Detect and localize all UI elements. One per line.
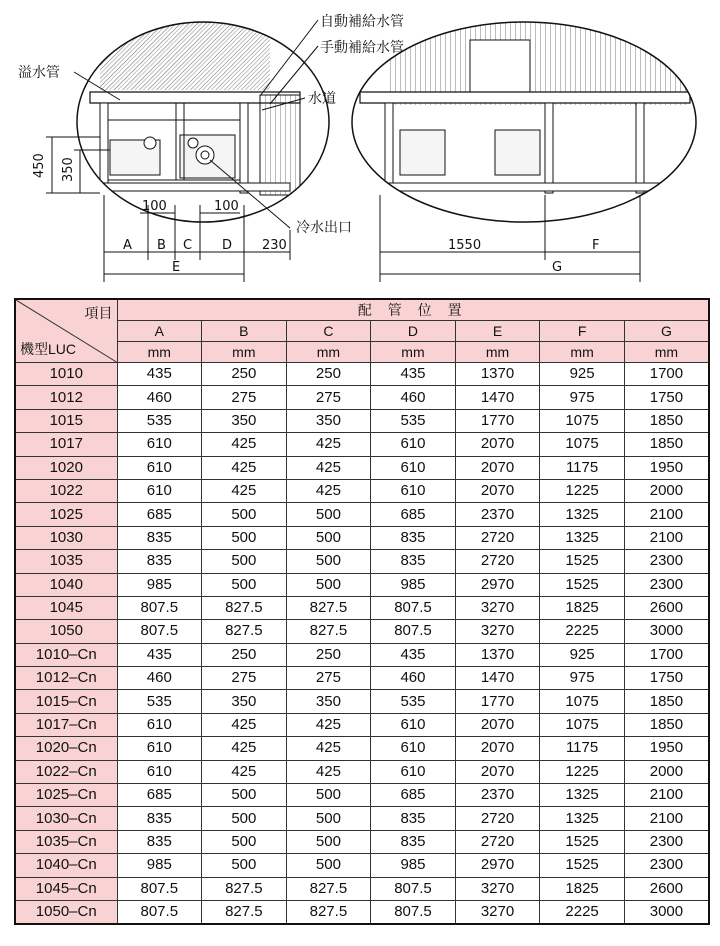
value-cell-F: 1075 [540, 690, 625, 713]
unit-cell: mm [286, 342, 371, 363]
left-detail-view [77, 20, 329, 222]
value-cell-G: 1850 [624, 409, 709, 432]
value-cell-D: 535 [371, 690, 456, 713]
value-cell-C: 827.5 [286, 620, 371, 643]
model-cell: 1050 [15, 620, 117, 643]
value-cell-F: 2225 [540, 900, 625, 924]
value-cell-D: 985 [371, 573, 456, 596]
table-row [15, 854, 709, 877]
value-cell-A: 535 [117, 409, 202, 432]
value-cell-E: 2070 [455, 433, 540, 456]
value-cell-C: 350 [286, 409, 371, 432]
value-cell-F: 975 [540, 386, 625, 409]
label-overflow: 溢水管 [18, 65, 60, 81]
value-cell-D: 835 [371, 550, 456, 573]
value-cell-C: 500 [286, 807, 371, 830]
unit-cell: mm [624, 342, 709, 363]
model-cell: 1017–Cn [15, 713, 117, 736]
value-cell-B: 500 [202, 503, 287, 526]
table-row [15, 830, 709, 853]
dim-100-right: 100 [214, 199, 239, 214]
value-cell-A: 610 [117, 737, 202, 760]
label-water-main: 水道 [308, 91, 336, 107]
value-cell-C: 827.5 [286, 596, 371, 619]
label-cold-outlet: 冷水出口 [296, 220, 352, 236]
value-cell-F: 1175 [540, 456, 625, 479]
table-row [15, 690, 709, 713]
table-row [15, 573, 709, 596]
value-cell-E: 2720 [455, 830, 540, 853]
model-cell: 1045–Cn [15, 877, 117, 900]
value-cell-E: 3270 [455, 596, 540, 619]
value-cell-A: 835 [117, 830, 202, 853]
letter-G: G [552, 260, 563, 275]
value-cell-F: 1075 [540, 433, 625, 456]
value-cell-F: 1225 [540, 479, 625, 502]
table-row [15, 760, 709, 783]
value-cell-E: 2720 [455, 526, 540, 549]
value-cell-C: 250 [286, 643, 371, 666]
value-cell-C: 500 [286, 503, 371, 526]
value-cell-G: 2100 [624, 784, 709, 807]
value-cell-A: 835 [117, 526, 202, 549]
value-cell-F: 925 [540, 363, 625, 386]
letter-C: C [183, 238, 193, 253]
model-cell: 1025–Cn [15, 784, 117, 807]
value-cell-G: 3000 [624, 900, 709, 924]
table-row [15, 550, 709, 573]
table-row [15, 620, 709, 643]
model-cell: 1010–Cn [15, 643, 117, 666]
value-cell-B: 827.5 [202, 620, 287, 643]
column-header-G: G [624, 321, 709, 342]
value-cell-D: 807.5 [371, 900, 456, 924]
value-cell-G: 1950 [624, 737, 709, 760]
table-corner-cell [15, 299, 117, 363]
value-cell-B: 500 [202, 550, 287, 573]
table-row [15, 526, 709, 549]
value-cell-B: 275 [202, 386, 287, 409]
dim-230: 230 [262, 238, 287, 253]
value-cell-B: 827.5 [202, 877, 287, 900]
value-cell-E: 1370 [455, 643, 540, 666]
value-cell-G: 2300 [624, 550, 709, 573]
value-cell-G: 2100 [624, 503, 709, 526]
value-cell-A: 610 [117, 456, 202, 479]
value-cell-D: 535 [371, 409, 456, 432]
value-cell-G: 2000 [624, 479, 709, 502]
value-cell-G: 1700 [624, 643, 709, 666]
table-row [15, 479, 709, 502]
value-cell-G: 1850 [624, 433, 709, 456]
table-row [15, 433, 709, 456]
value-cell-C: 500 [286, 526, 371, 549]
value-cell-D: 610 [371, 713, 456, 736]
value-cell-B: 275 [202, 667, 287, 690]
letter-E: E [172, 260, 181, 275]
value-cell-A: 460 [117, 667, 202, 690]
value-cell-A: 807.5 [117, 596, 202, 619]
table-row [15, 363, 709, 386]
column-header-row [15, 321, 709, 342]
value-cell-A: 535 [117, 690, 202, 713]
model-cell: 1045 [15, 596, 117, 619]
value-cell-E: 2720 [455, 550, 540, 573]
model-cell: 1035–Cn [15, 830, 117, 853]
model-cell: 1012 [15, 386, 117, 409]
unit-cell: mm [371, 342, 456, 363]
overflow-pipe-icon [144, 137, 156, 149]
column-header-C: C [286, 321, 371, 342]
value-cell-D: 460 [371, 667, 456, 690]
value-cell-B: 500 [202, 526, 287, 549]
value-cell-F: 1175 [540, 737, 625, 760]
dim-100-left: 100 [142, 199, 167, 214]
table-row [15, 503, 709, 526]
value-cell-B: 425 [202, 433, 287, 456]
value-cell-D: 685 [371, 784, 456, 807]
value-cell-E: 3270 [455, 620, 540, 643]
value-cell-B: 827.5 [202, 900, 287, 924]
value-cell-C: 275 [286, 667, 371, 690]
value-cell-F: 925 [540, 643, 625, 666]
value-cell-D: 610 [371, 456, 456, 479]
value-cell-E: 2070 [455, 760, 540, 783]
value-cell-F: 1075 [540, 713, 625, 736]
value-cell-G: 2600 [624, 596, 709, 619]
value-cell-D: 835 [371, 807, 456, 830]
value-cell-A: 610 [117, 479, 202, 502]
model-cell: 1017 [15, 433, 117, 456]
table-row [15, 713, 709, 736]
value-cell-A: 685 [117, 784, 202, 807]
value-cell-F: 1225 [540, 760, 625, 783]
value-cell-D: 807.5 [371, 620, 456, 643]
model-cell: 1030–Cn [15, 807, 117, 830]
column-header-B: B [202, 321, 287, 342]
value-cell-E: 2370 [455, 503, 540, 526]
value-cell-E: 1370 [455, 363, 540, 386]
value-cell-E: 2970 [455, 573, 540, 596]
model-cell: 1010 [15, 363, 117, 386]
value-cell-A: 807.5 [117, 877, 202, 900]
value-cell-B: 250 [202, 643, 287, 666]
table-row [15, 784, 709, 807]
table-row [15, 596, 709, 619]
value-cell-A: 610 [117, 713, 202, 736]
value-cell-A: 460 [117, 386, 202, 409]
value-cell-D: 835 [371, 830, 456, 853]
model-cell: 1040–Cn [15, 854, 117, 877]
piping-position-table [14, 298, 710, 925]
value-cell-F: 1525 [540, 550, 625, 573]
value-cell-A: 610 [117, 433, 202, 456]
value-cell-G: 1700 [624, 363, 709, 386]
value-cell-D: 460 [371, 386, 456, 409]
value-cell-F: 1525 [540, 830, 625, 853]
unit-cell: mm [540, 342, 625, 363]
value-cell-C: 425 [286, 737, 371, 760]
value-cell-A: 610 [117, 760, 202, 783]
corner-model-label: 機型LUC [20, 341, 77, 357]
value-cell-C: 275 [286, 386, 371, 409]
letter-B: B [157, 238, 166, 253]
value-cell-G: 1850 [624, 690, 709, 713]
value-cell-G: 2300 [624, 573, 709, 596]
model-cell: 1022 [15, 479, 117, 502]
value-cell-C: 500 [286, 573, 371, 596]
table-title: 配 管 位 置 [117, 299, 709, 321]
value-cell-E: 1770 [455, 409, 540, 432]
value-cell-B: 425 [202, 760, 287, 783]
value-cell-G: 1950 [624, 456, 709, 479]
value-cell-B: 500 [202, 784, 287, 807]
value-cell-C: 500 [286, 550, 371, 573]
model-cell: 1012–Cn [15, 667, 117, 690]
value-cell-C: 425 [286, 456, 371, 479]
value-cell-C: 500 [286, 854, 371, 877]
value-cell-B: 350 [202, 690, 287, 713]
value-cell-C: 425 [286, 433, 371, 456]
value-cell-G: 2000 [624, 760, 709, 783]
value-cell-B: 500 [202, 830, 287, 853]
label-auto-supply: 自動補給水管 [320, 14, 404, 30]
supply-pipe-icon [188, 138, 198, 148]
dim-450: 450 [32, 153, 47, 178]
unit-cell: mm [455, 342, 540, 363]
value-cell-B: 500 [202, 854, 287, 877]
value-cell-B: 425 [202, 456, 287, 479]
value-cell-F: 1075 [540, 409, 625, 432]
value-cell-G: 2100 [624, 526, 709, 549]
unit-row [15, 342, 709, 363]
value-cell-B: 425 [202, 479, 287, 502]
value-cell-F: 1325 [540, 503, 625, 526]
value-cell-B: 500 [202, 573, 287, 596]
table-row [15, 643, 709, 666]
value-cell-B: 250 [202, 363, 287, 386]
table-row [15, 900, 709, 924]
column-header-F: F [540, 321, 625, 342]
dim-1550: 1550 [448, 238, 482, 253]
unit-cell: mm [117, 342, 202, 363]
value-cell-A: 807.5 [117, 620, 202, 643]
column-header-A: A [117, 321, 202, 342]
table-row [15, 386, 709, 409]
value-cell-B: 425 [202, 737, 287, 760]
value-cell-G: 2600 [624, 877, 709, 900]
model-cell: 1025 [15, 503, 117, 526]
value-cell-E: 2070 [455, 713, 540, 736]
value-cell-G: 2100 [624, 807, 709, 830]
value-cell-A: 807.5 [117, 900, 202, 924]
value-cell-C: 500 [286, 830, 371, 853]
table-row [15, 667, 709, 690]
value-cell-E: 1470 [455, 667, 540, 690]
value-cell-E: 1470 [455, 386, 540, 409]
value-cell-D: 985 [371, 854, 456, 877]
value-cell-C: 425 [286, 760, 371, 783]
value-cell-C: 250 [286, 363, 371, 386]
model-cell: 1015–Cn [15, 690, 117, 713]
unit-cell: mm [202, 342, 287, 363]
value-cell-D: 610 [371, 737, 456, 760]
value-cell-E: 2070 [455, 479, 540, 502]
value-cell-F: 1325 [540, 807, 625, 830]
value-cell-D: 807.5 [371, 877, 456, 900]
table-row [15, 456, 709, 479]
value-cell-F: 2225 [540, 620, 625, 643]
label-manual-supply: 手動補給水管 [320, 40, 404, 56]
value-cell-C: 827.5 [286, 900, 371, 924]
value-cell-F: 975 [540, 667, 625, 690]
value-cell-G: 1850 [624, 713, 709, 736]
value-cell-A: 685 [117, 503, 202, 526]
value-cell-A: 435 [117, 643, 202, 666]
value-cell-E: 2070 [455, 456, 540, 479]
dim-350: 350 [61, 157, 76, 182]
model-cell: 1050–Cn [15, 900, 117, 924]
value-cell-F: 1525 [540, 854, 625, 877]
value-cell-A: 985 [117, 573, 202, 596]
value-cell-F: 1825 [540, 877, 625, 900]
model-cell: 1040 [15, 573, 117, 596]
value-cell-G: 3000 [624, 620, 709, 643]
value-cell-B: 425 [202, 713, 287, 736]
value-cell-A: 985 [117, 854, 202, 877]
model-cell: 1020–Cn [15, 737, 117, 760]
value-cell-E: 1770 [455, 690, 540, 713]
value-cell-G: 1750 [624, 386, 709, 409]
value-cell-E: 2370 [455, 784, 540, 807]
value-cell-F: 1825 [540, 596, 625, 619]
value-cell-E: 2720 [455, 807, 540, 830]
value-cell-A: 835 [117, 807, 202, 830]
value-cell-E: 3270 [455, 900, 540, 924]
value-cell-C: 500 [286, 784, 371, 807]
table-title-row [15, 299, 709, 321]
table-row [15, 737, 709, 760]
value-cell-G: 2300 [624, 830, 709, 853]
value-cell-D: 835 [371, 526, 456, 549]
value-cell-D: 685 [371, 503, 456, 526]
table-row [15, 409, 709, 432]
value-cell-F: 1325 [540, 526, 625, 549]
value-cell-B: 350 [202, 409, 287, 432]
value-cell-F: 1325 [540, 784, 625, 807]
letter-A: A [123, 238, 132, 253]
value-cell-D: 610 [371, 433, 456, 456]
table-row [15, 877, 709, 900]
value-cell-C: 350 [286, 690, 371, 713]
value-cell-A: 835 [117, 550, 202, 573]
corner-item-label: 項目 [84, 305, 113, 321]
value-cell-D: 807.5 [371, 596, 456, 619]
value-cell-G: 1750 [624, 667, 709, 690]
column-header-D: D [371, 321, 456, 342]
model-cell: 1015 [15, 409, 117, 432]
value-cell-D: 610 [371, 760, 456, 783]
letter-D: D [222, 238, 233, 253]
value-cell-C: 425 [286, 479, 371, 502]
value-cell-G: 2300 [624, 854, 709, 877]
model-cell: 1020 [15, 456, 117, 479]
model-cell: 1035 [15, 550, 117, 573]
value-cell-E: 2970 [455, 854, 540, 877]
model-cell: 1022–Cn [15, 760, 117, 783]
value-cell-B: 500 [202, 807, 287, 830]
model-cell: 1030 [15, 526, 117, 549]
value-cell-D: 610 [371, 479, 456, 502]
table-row [15, 807, 709, 830]
value-cell-D: 435 [371, 643, 456, 666]
column-header-E: E [455, 321, 540, 342]
letter-F: F [592, 238, 600, 253]
value-cell-A: 435 [117, 363, 202, 386]
value-cell-F: 1525 [540, 573, 625, 596]
value-cell-C: 425 [286, 713, 371, 736]
value-cell-C: 827.5 [286, 877, 371, 900]
value-cell-D: 435 [371, 363, 456, 386]
value-cell-B: 827.5 [202, 596, 287, 619]
value-cell-E: 3270 [455, 877, 540, 900]
value-cell-E: 2070 [455, 737, 540, 760]
piping-diagram [0, 0, 720, 290]
